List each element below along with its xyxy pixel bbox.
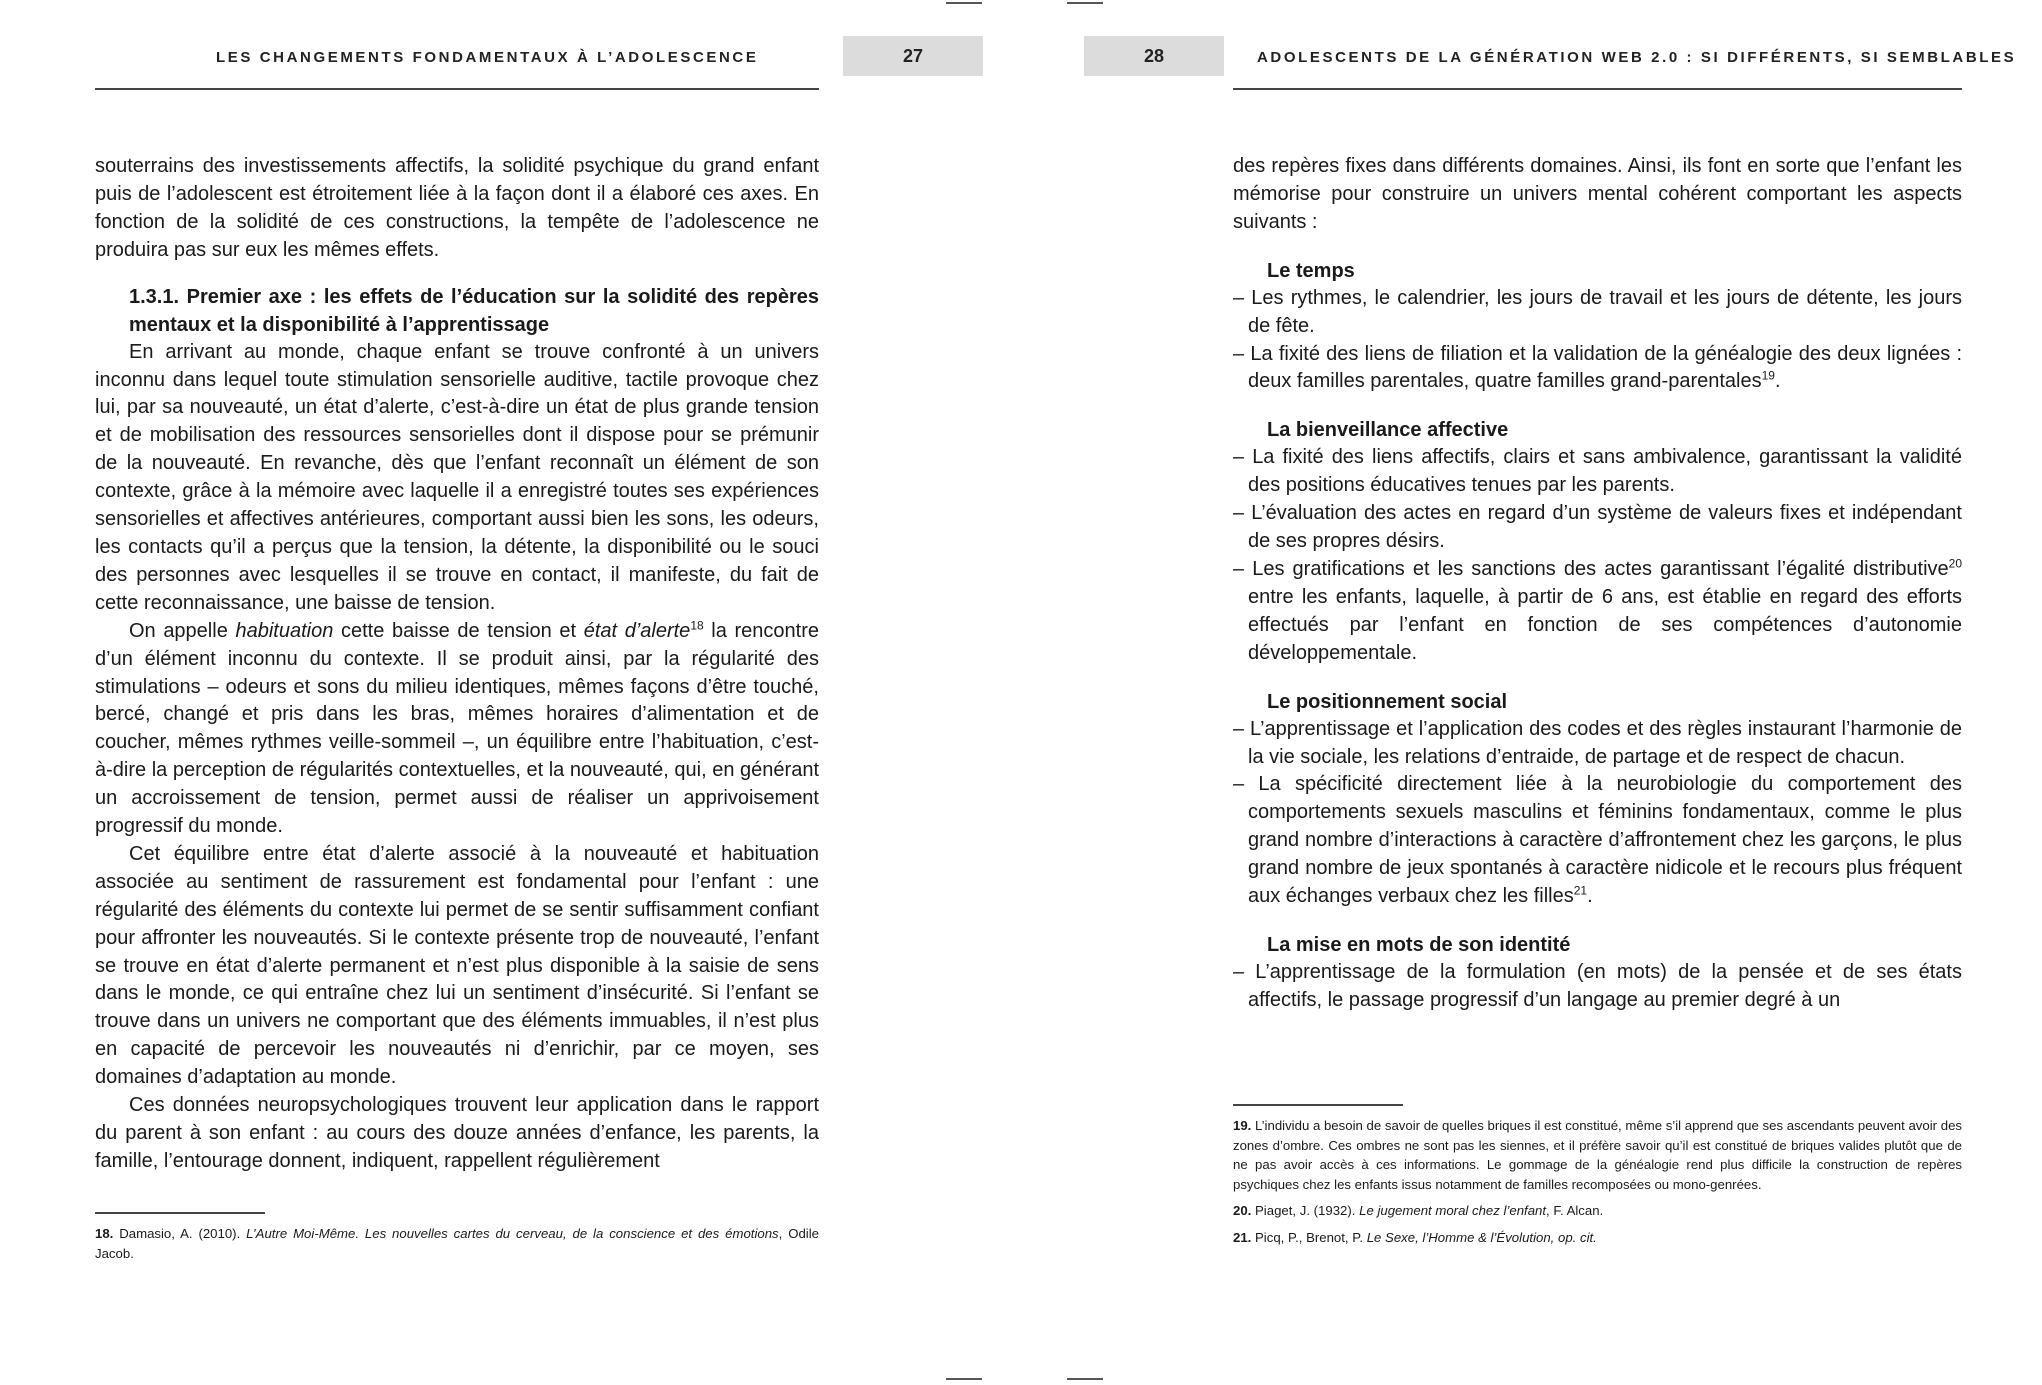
intro-paragraph-left: souterrains des investissements affectifs, la solidité psychique du grand enfant puis de l’adolescent est étroitement liée à la façon dont il a élaboré ces axes. En fonction de la solidité de ces constructions, la tempête de l’adolescence ne produira pas sur eux les mêmes effets.	[95, 155, 819, 261]
list-item: – Les gratifications et les sanctions des actes garantissant l’égalité distributive$^{20}$ entre les enfants, laquelle, à partir de 6 ans, est établie en regard des efforts effectués par l’enfant en fonction de ses compétences d’autonomie développementale.	[1233, 556, 1962, 664]
subsection-heading: 1.3.1. Premier axe : les effets de l’éducation sur la solidité des repères mentaux et la disponibilité à l’apprentissage	[129, 285, 819, 336]
footnote-rule-left	[95, 1212, 265, 1214]
left-body	[95, 153, 819, 1176]
footnotes-right	[1233, 1116, 1962, 1254]
list-item: – La spécificité directement liée à la neurobiologie du comportement des comportements sexuels masculins et féminins fondamentaux, comme le plus grand nombre d’interactions à caractère d’affrontement chez les garçons, le plus grand nombre de jeux spontanés à caractère nidicole et le recours plus fréquent aux échanges verbaux chez les filles$^{21}$.	[1233, 773, 1962, 908]
footnote-20: 20. Piaget, J. (1932). Le jugement moral chez l’enfant, F. Alcan.	[1233, 1203, 1604, 1218]
header-rule-left	[95, 88, 819, 90]
header-rule-right	[1233, 88, 1962, 90]
footnote-ref-21: 21	[1573, 883, 1588, 898]
footnote-ref-19: 19	[1761, 368, 1775, 383]
right-page	[1021, 0, 2042, 1385]
list-item: – La fixité des liens de filiation et la validation de la généalogie des deux lignées : deux familles parentales, quatre familles grand-parentales$^{19}$.	[1233, 342, 1962, 393]
paragraph-4: Ces données neuropsychologiques trouvent leur application dans le rapport du parent à son enfant : au cours des douze années d’enfance, les parents, la famille, l’entourage donnent, indiquent, rappellent régulièrement	[95, 1094, 819, 1172]
footnote-ref-20: 20	[1948, 556, 1962, 571]
right-body	[1233, 153, 1962, 1015]
term-habituation: habituation	[235, 619, 334, 642]
paragraph-2: On appelle habituation cette baisse de tension et état d’alerte$^{18}$ la rencontre d’un élément inconnu du contexte. Il se produit ainsi, par la régularité des stimulations – odeurs et sons du milieu identiques, mêmes façons d’être touché, bercé, changé et pris dans les bras, mêmes horaires d’alimentation et de coucher, mêmes rythmes veille-sommeil –, un équilibre entre l’habituation, c’est-à-dire la perception de régularités contextuelles, et la nouveauté, qui, en générant un accroissement de tension, permet aussi de réaliser un apprivoisement progressif du monde.	[95, 618, 819, 838]
crop-mark	[1067, 1378, 1103, 1380]
crop-mark	[946, 2, 982, 4]
list-item: – Les rythmes, le calendrier, les jours de travail et les jours de détente, les jours de fête.	[1233, 286, 1962, 337]
list-item: – La fixité des liens affectifs, clairs et sans ambivalence, garantissant la validité des positions éducatives tenues par les parents.	[1233, 446, 1962, 497]
list-item: – L’apprentissage et l’application des codes et des règles instaurant l’harmonie de la vie sociale, les relations d’entraide, de partage et de respect de chacun.	[1233, 717, 1962, 768]
page-number-right: 28	[1084, 36, 1224, 76]
section-heading-le-temps: Le temps	[1267, 259, 1355, 282]
footnote-21: 21. Picq, P., Brenot, P. Le Sexe, l’Homme & l’Évolution, op. cit.	[1233, 1229, 1597, 1245]
running-header-left: LES CHANGEMENTS FONDAMENTAUX À L’ADOLESCENCE	[216, 49, 759, 66]
paragraph-3: Cet équilibre entre état d’alerte associé à la nouveauté et habituation associée au sentiment de rassurement est fondamental pour l’enfant : une régularité des éléments du contexte lui permet de se sentir suffisamment confiant pour affronter les nouveautés. Si le contexte présente trop de nouveauté, l’enfant se trouve en état d’alerte permanent et n’est plus disponible à la saisie de sens dans le monde, ce qui entraîne chez lui un sentiment d’insécurité. Si l’enfant se trouve dans un univers ne comportant que des éléments immuables, il n’est plus en capacité de percevoir les nouveautés ni d’enrichir, par ce moyen, ses domaines d’adaptation au monde.	[95, 842, 819, 1089]
list-item: – L’évaluation des actes en regard d’un système de valeurs fixes et indépendant de ses propres désirs.	[1233, 502, 1962, 553]
term-etat-alerte: état d’alerte	[583, 619, 691, 642]
crop-mark	[946, 1378, 982, 1380]
footnote-18: 18. Damasio, A. (2010). L’Autre Moi-Même. Les nouvelles cartes du cerveau, de la conscience et des émotions, Odile Jacob.	[95, 1226, 819, 1261]
footnote-19: 19. L’individu a besoin de savoir de quelles briques il est constitué, même s’il apprend que ses ascendants peuvent avoir des zones d’ombre. Ces ombres ne sont pas les siennes, et il préfère savoir qu’il est constitué de briques valides plutôt que de ne pas avoir accès à ces informations. Le gommage de la généalogie rend plus difficile la construction de repères psychiques chez les enfants issus notamment de familles recomposées ou mono-genrées.	[1233, 1118, 1962, 1192]
list-item: – L’apprentissage de la formulation (en mots) de la pensée et de ses états affectifs, le passage progressif d’un langage au premier degré à un	[1233, 960, 1962, 1011]
section-heading-mise-en-mots: La mise en mots de son identité	[1267, 933, 1571, 956]
footnote-ref-18: 18	[690, 618, 704, 633]
section-heading-positionnement: Le positionnement social	[1267, 690, 1508, 713]
footnotes-left	[95, 1224, 819, 1270]
running-header-right: ADOLESCENTS DE LA GÉNÉRATION WEB 2.0 : SI DIFFÉRENTS, SI SEMBLABLES	[1257, 49, 2017, 66]
footnote-rule-right	[1233, 1104, 1403, 1106]
paragraph-1: En arrivant au monde, chaque enfant se trouve confronté à un univers inconnu dans lequel toute stimulation sensorielle auditive, tactile provoque chez lui, par sa nouveauté, un état d’alerte, c’est-à-dire un état de plus grande tension et de mobilisation des ressources sensorielles dont il dispose pour se prémunir de la nouveauté. En revanche, dès que l’enfant reconnaît un élément de son contexte, grâce à la mémoire avec laquelle il a enregistré toutes ses expériences sensorielles et affectives antérieures, comportant aussi bien les sons, les odeurs, les contacts qu’il a perçus que la tension, la détente, la disponibilité ou le souci des personnes avec lesquelles il se trouve en contact, il manifeste, du fait de cette reconnaissance, une baisse de tension.	[95, 340, 819, 614]
section-heading-bienveillance: La bienveillance affective	[1267, 419, 1509, 442]
page-number-left: 27	[843, 36, 983, 76]
intro-paragraph-right: des repères fixes dans différents domaines. Ainsi, ils font en sorte que l’enfant les mémorise pour construire un univers mental cohérent comportant les aspects suivants :	[1233, 155, 1962, 233]
crop-mark	[1067, 2, 1103, 4]
